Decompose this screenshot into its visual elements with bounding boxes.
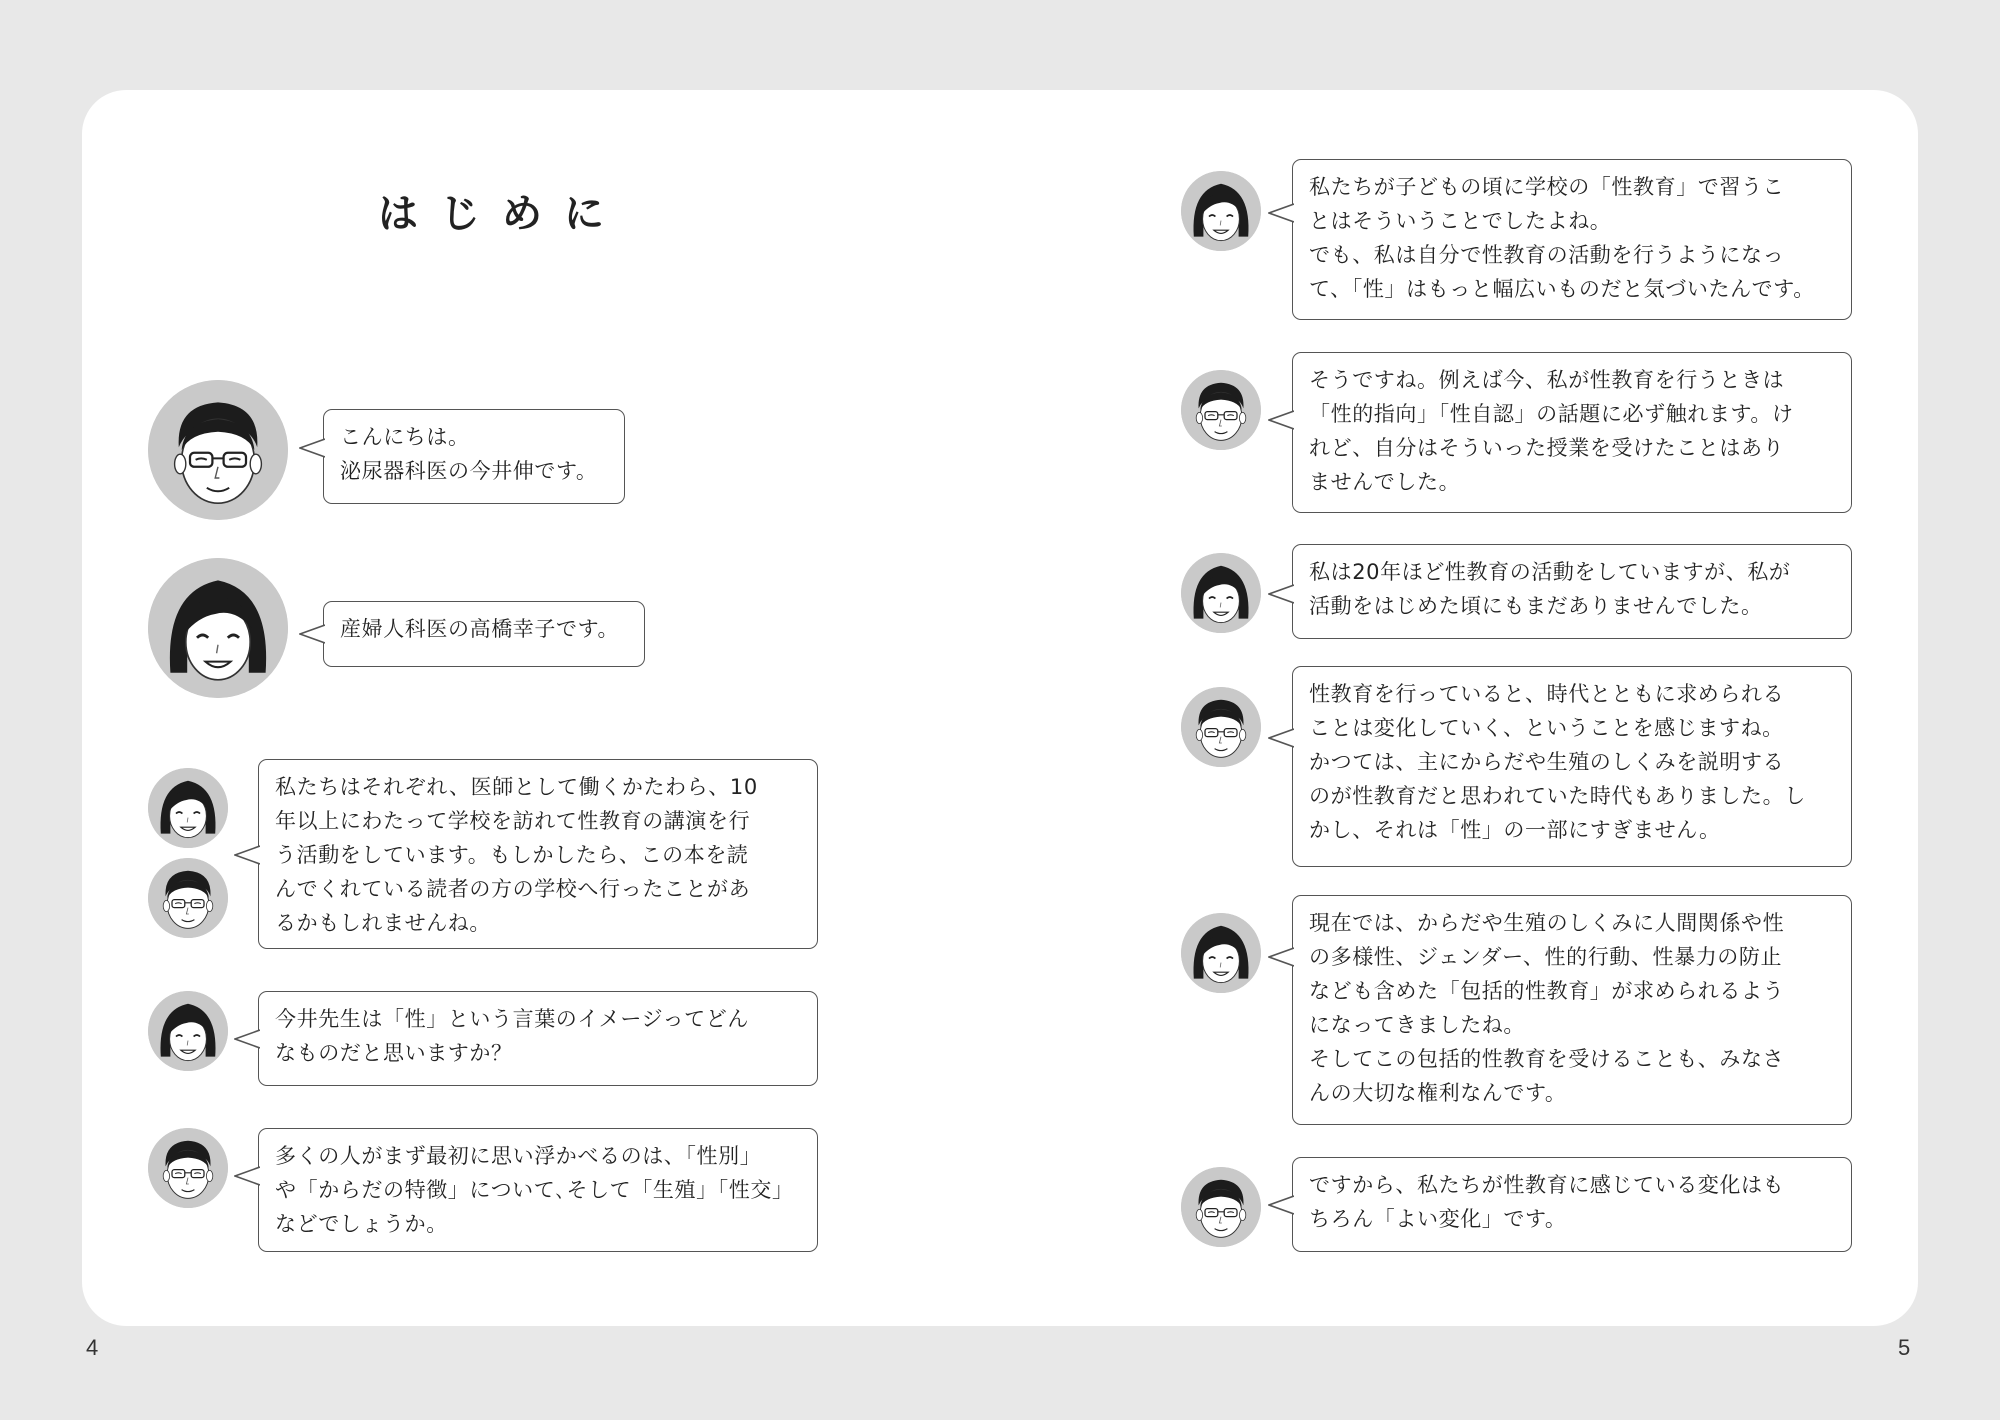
takahashi-avatar-icon <box>1181 913 1261 993</box>
speech-bubble-3: 私たちはそれぞれ、医師として働くかたわら、10 年以上にわたって学校を訪れて性教育の講演を行 う活動をしています。もしかしたら、この本を読 んでくれている読者の方の学校へ行ったことがあ るかもしれませんね。 <box>258 759 818 949</box>
imai-avatar-icon <box>148 380 288 520</box>
takahashi-avatar-icon <box>148 768 228 848</box>
imai-avatar-icon <box>148 858 228 938</box>
imai-avatar-icon <box>148 1128 228 1208</box>
speech-bubble-9: 性教育を行っていると、時代とともに求められる ことは変化していく、ということを感じますね。 かつては、主にからだや生殖のしくみを説明する のが性教育だと思われていた時代もありました。し かし、それは「性」の一部にすぎません。 <box>1292 666 1852 867</box>
speech-bubble-6: 私たちが子どもの頃に学校の「性教育」で習うこ とはそういうことでしたよね。 でも、私は自分で性教育の活動を行うようになっ て、「性」はもっと幅広いものだと気づいたんです。 <box>1292 159 1852 320</box>
page-title: はじめに <box>378 191 626 237</box>
speech-bubble-5: 多くの人がまず最初に思い浮かべるのは、「性別」 や「からだの特徴」について､そして「生殖」「性交」 などでしょうか。 <box>258 1128 818 1252</box>
speech-bubble-2: 産婦人科医の高橋幸子です。 <box>323 601 645 667</box>
speech-bubble-4: 今井先生は「性」という言葉のイメージってどん なものだと思いますか？ <box>258 991 818 1086</box>
takahashi-avatar-icon <box>1181 171 1261 251</box>
takahashi-avatar-icon <box>148 991 228 1071</box>
page-number-right: 5 <box>1898 1335 1911 1360</box>
takahashi-avatar-icon <box>148 558 288 698</box>
speech-bubble-11: ですから、私たちが性教育に感じている変化はも ちろん「よい変化」です。 <box>1292 1157 1852 1252</box>
speech-bubble-8: 私は20年ほど性教育の活動をしていますが、私が 活動をはじめた頃にもまだありませんでした。 <box>1292 544 1852 639</box>
imai-avatar-icon <box>1181 370 1261 450</box>
takahashi-avatar-icon <box>1181 553 1261 633</box>
speech-bubble-10: 現在では、からだや生殖のしくみに人間関係や性 の多様性、ジェンダー、性的行動、性暴力の防止 なども含めた「包括的性教育」が求められるよう になってきましたね。 そしてこの包括的性教育を受けることも、みなさ んの大切な権利なんです。 <box>1292 895 1852 1125</box>
speech-bubble-1: こんにちは。 泌尿器科医の今井伸です。 <box>323 409 625 504</box>
imai-avatar-icon <box>1181 1167 1261 1247</box>
imai-avatar-icon <box>1181 687 1261 767</box>
page-number-left: 4 <box>86 1335 99 1360</box>
speech-bubble-7: そうですね。例えば今、私が性教育を行うときは 「性的指向」「性自認」の話題に必ず触れます。け れど、自分はそういった授業を受けたことはあり ませんでした。 <box>1292 352 1852 513</box>
